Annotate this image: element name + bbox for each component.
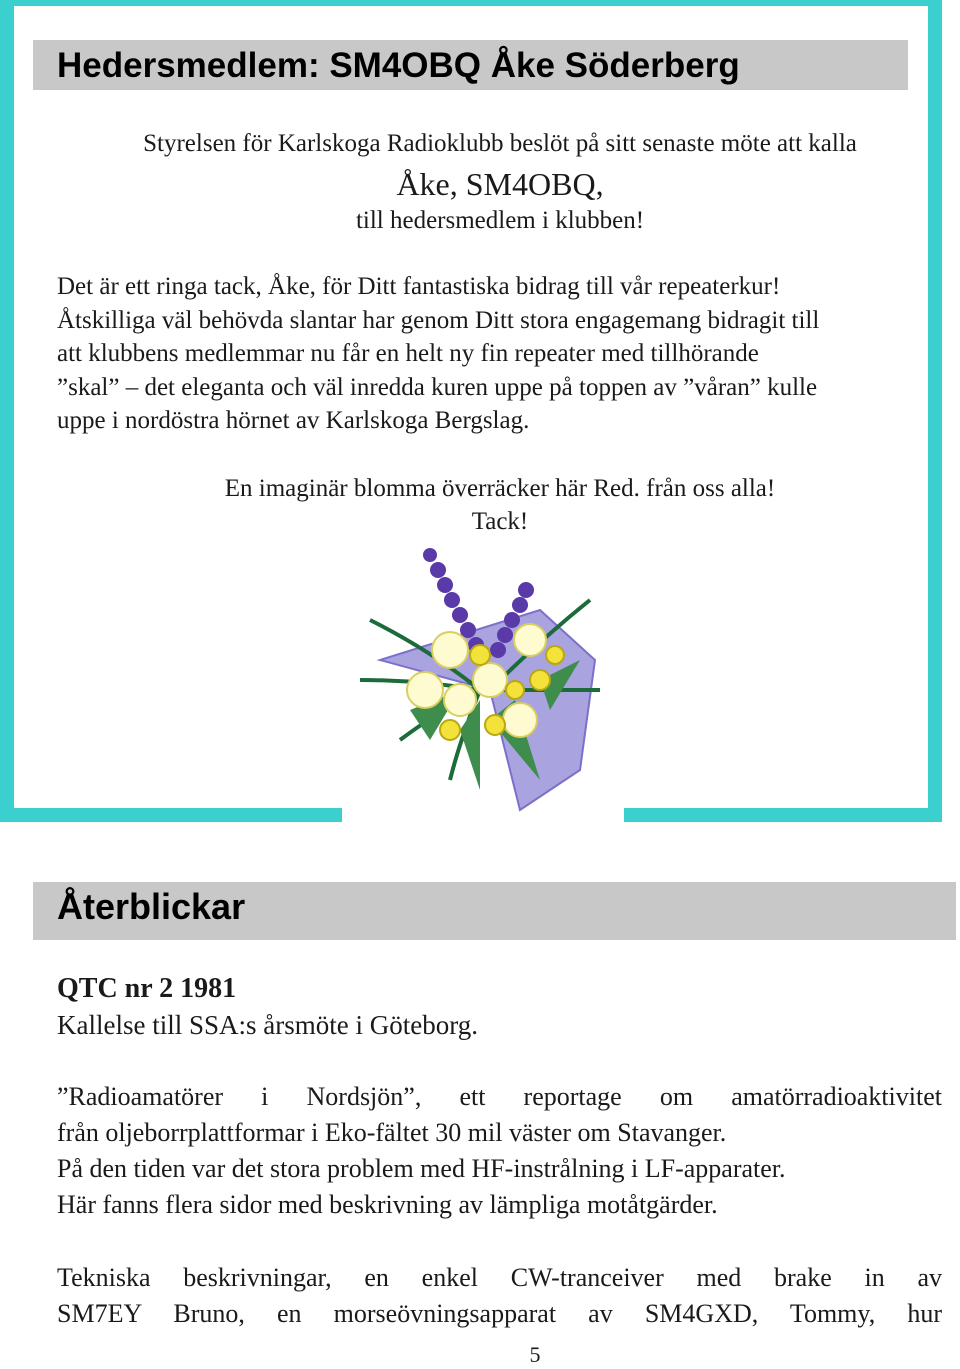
page-number: 5 xyxy=(529,1342,541,1367)
flower-dedication: En imaginär blomma överräcker här Red. från oss alla! xyxy=(224,475,776,502)
section-heading-honorary-member: Hedersmedlem: SM4OBQ Åke Söderberg xyxy=(33,40,908,90)
para-line: ”skal” – det eleganta och väl inredda kuren uppe på toppen av ”våran” kulle xyxy=(57,374,818,401)
para-line: Det är ett ringa tack, Åke, för Ditt fantastiska bidrag till vår repeaterkur! xyxy=(57,273,781,300)
para-line: ”Radioamatörer i Nordsjön”, ett reportage om amatörradioaktivitet xyxy=(57,1082,942,1111)
section-heading-flashbacks: Återblickar xyxy=(33,882,956,940)
para-line: Tekniska beskrivningar, en enkel CW-tranceiver med brake in av xyxy=(57,1263,942,1292)
para-line: från oljeborrplattformar i Eko-fältet 30 mil väster om Stavanger. xyxy=(57,1118,727,1147)
para-line: På den tiden var det stora problem med HF-instrålning i LF-apparater. xyxy=(57,1154,786,1183)
flower-bouquet-icon xyxy=(340,540,620,820)
frame-bottom-right xyxy=(624,808,942,822)
intro-line-3: till hedersmedlem i klubben! xyxy=(355,207,645,234)
para-line: Här fanns flera sidor med beskrivning av lämpliga motåtgärder. xyxy=(57,1190,718,1219)
qtc-line: Kallelse till SSA:s årsmöte i Göteborg. xyxy=(57,1010,478,1040)
frame-bottom-left xyxy=(0,808,342,822)
para-line: Åtskilliga väl behövda slantar har genom Ditt stora engagemang bidragit till xyxy=(57,307,820,334)
para-line: SM7EY Bruno, en morseövningsapparat av SM4GXD, Tommy, hur xyxy=(57,1299,942,1328)
thanks-text: Tack! xyxy=(471,508,529,535)
qtc-title: QTC nr 2 1981 xyxy=(57,973,237,1004)
intro-line-2: Åke, SM4OBQ, xyxy=(396,166,604,202)
para-line: uppe i nordöstra hörnet av Karlskoga Bergslag. xyxy=(57,407,530,434)
intro-line-1: Styrelsen för Karlskoga Radioklubb beslöt på sitt senaste möte att kalla xyxy=(143,130,857,157)
para-line: att klubbens medlemmar nu får en helt ny fin repeater med tillhörande xyxy=(57,340,759,367)
